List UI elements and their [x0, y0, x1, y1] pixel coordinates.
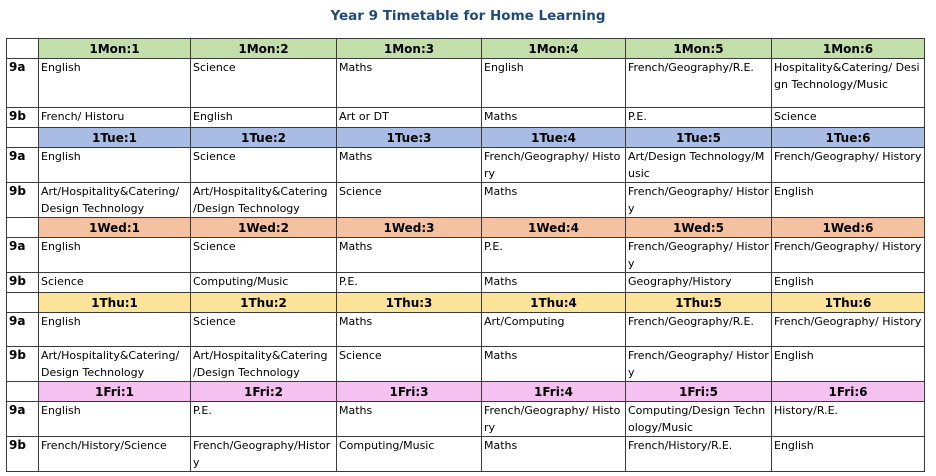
lesson-cell: French/Geography/ History [772, 148, 925, 183]
lesson-cell: French/Geography/ History [772, 238, 925, 273]
lesson-cell: English [482, 59, 626, 108]
lesson-cell: Maths [337, 148, 482, 183]
period-header: 1Mon:2 [191, 39, 337, 59]
class-label: 9a [7, 148, 39, 183]
page-title: Year 9 Timetable for Home Learning [330, 8, 606, 24]
timetable-body [7, 39, 925, 472]
lesson-cell: French/Geography/ History [626, 347, 772, 382]
class-row-mon [7, 108, 925, 128]
period-header: 1Fri:1 [39, 382, 191, 402]
corner-cell [7, 39, 39, 59]
period-header: 1Tue:3 [337, 128, 482, 148]
period-header: 1Wed:1 [39, 218, 191, 238]
period-header: 1Thu:4 [482, 293, 626, 313]
period-header: 1Mon:1 [39, 39, 191, 59]
lesson-cell: English [772, 183, 925, 218]
class-label: 9b [7, 347, 39, 382]
lesson-cell: P.E. [626, 108, 772, 128]
period-header: 1Mon:5 [626, 39, 772, 59]
lesson-cell: Computing/Music [337, 437, 482, 472]
period-header: 1Mon:3 [337, 39, 482, 59]
period-header: 1Thu:6 [772, 293, 925, 313]
lesson-cell: Maths [337, 238, 482, 273]
period-header: 1Wed:2 [191, 218, 337, 238]
lesson-cell: English [39, 59, 191, 108]
day-header-row-fri [7, 382, 925, 402]
period-header: 1Thu:3 [337, 293, 482, 313]
corner-cell [7, 382, 39, 402]
lesson-cell: French/Geography/ History [482, 148, 626, 183]
lesson-cell: Science [337, 183, 482, 218]
class-row-thu [7, 347, 925, 382]
period-header: 1Mon:4 [482, 39, 626, 59]
lesson-cell: French/Geography/History [191, 437, 337, 472]
lesson-cell: English [39, 148, 191, 183]
class-label: 9b [7, 183, 39, 218]
lesson-cell: Art or DT [337, 108, 482, 128]
lesson-cell: Science [337, 347, 482, 382]
lesson-cell: Computing/Music [191, 273, 337, 293]
class-label: 9a [7, 59, 39, 108]
lesson-cell: English [39, 313, 191, 347]
lesson-cell: Maths [482, 437, 626, 472]
class-row-thu [7, 313, 925, 347]
lesson-cell: Maths [337, 313, 482, 347]
period-header: 1Fri:5 [626, 382, 772, 402]
lesson-cell: Art/Design Technology/Music [626, 148, 772, 183]
class-row-tue [7, 148, 925, 183]
lesson-cell: Art/Computing [482, 313, 626, 347]
lesson-cell: French/Geography/ History [482, 402, 626, 437]
corner-cell [7, 293, 39, 313]
period-header: 1Thu:5 [626, 293, 772, 313]
lesson-cell: P.E. [337, 273, 482, 293]
class-label: 9b [7, 437, 39, 472]
day-header-row-mon [7, 39, 925, 59]
period-header: 1Wed:4 [482, 218, 626, 238]
lesson-cell: P.E. [191, 402, 337, 437]
lesson-cell: Maths [482, 108, 626, 128]
lesson-cell: Computing/Design Technology/Music [626, 402, 772, 437]
lesson-cell: Science [191, 313, 337, 347]
class-label: 9b [7, 273, 39, 293]
period-header: 1Wed:5 [626, 218, 772, 238]
lesson-cell: Art/Hospitality&Catering /Design Technology [191, 347, 337, 382]
day-header-row-tue [7, 128, 925, 148]
lesson-cell: Science [39, 273, 191, 293]
period-header: 1Fri:3 [337, 382, 482, 402]
period-header: 1Fri:4 [482, 382, 626, 402]
class-row-wed [7, 238, 925, 273]
class-row-wed [7, 273, 925, 293]
lesson-cell: French/ Historu [39, 108, 191, 128]
period-header: 1Tue:2 [191, 128, 337, 148]
lesson-cell: French/Geography/R.E. [626, 313, 772, 347]
lesson-cell: English [772, 273, 925, 293]
class-label: 9a [7, 313, 39, 347]
lesson-cell: Maths [337, 402, 482, 437]
lesson-cell: French/Geography/ History [626, 238, 772, 273]
lesson-cell: French/History/Science [39, 437, 191, 472]
period-header: 1Thu:2 [191, 293, 337, 313]
timetable [6, 38, 925, 472]
lesson-cell: French/Geography/ History [626, 183, 772, 218]
lesson-cell: Science [191, 238, 337, 273]
class-row-fri [7, 437, 925, 472]
class-row-tue [7, 183, 925, 218]
lesson-cell: French/Geography/ History [772, 313, 925, 347]
corner-cell [7, 128, 39, 148]
lesson-cell: French/History/R.E. [626, 437, 772, 472]
lesson-cell: Hospitality&Catering/ Design Technology/Music [772, 59, 925, 108]
lesson-cell: Science [191, 59, 337, 108]
lesson-cell: Maths [337, 59, 482, 108]
lesson-cell: French/Geography/R.E. [626, 59, 772, 108]
class-row-mon [7, 59, 925, 108]
period-header: 1Tue:5 [626, 128, 772, 148]
day-header-row-wed [7, 218, 925, 238]
lesson-cell: English [191, 108, 337, 128]
lesson-cell: Geography/History [626, 273, 772, 293]
lesson-cell: English [39, 238, 191, 273]
lesson-cell: English [772, 437, 925, 472]
class-label: 9a [7, 238, 39, 273]
corner-cell [7, 218, 39, 238]
class-label: 9a [7, 402, 39, 437]
lesson-cell: Maths [482, 347, 626, 382]
lesson-cell: Art/Hospitality&Catering /Design Technology [191, 183, 337, 218]
lesson-cell: Maths [482, 273, 626, 293]
class-row-fri [7, 402, 925, 437]
class-label: 9b [7, 108, 39, 128]
period-header: 1Thu:1 [39, 293, 191, 313]
period-header: 1Tue:6 [772, 128, 925, 148]
period-header: 1Tue:1 [39, 128, 191, 148]
period-header: 1Wed:3 [337, 218, 482, 238]
period-header: 1Wed:6 [772, 218, 925, 238]
period-header: 1Tue:4 [482, 128, 626, 148]
day-header-row-thu [7, 293, 925, 313]
period-header: 1Fri:2 [191, 382, 337, 402]
lesson-cell: Art/Hospitality&Catering/ Design Technology [39, 183, 191, 218]
lesson-cell: History/R.E. [772, 402, 925, 437]
lesson-cell: English [772, 347, 925, 382]
period-header: 1Mon:6 [772, 39, 925, 59]
lesson-cell: Maths [482, 183, 626, 218]
lesson-cell: Science [772, 108, 925, 128]
lesson-cell: Science [191, 148, 337, 183]
period-header: 1Fri:6 [772, 382, 925, 402]
lesson-cell: Art/Hospitality&Catering/ Design Technology [39, 347, 191, 382]
lesson-cell: P.E. [482, 238, 626, 273]
lesson-cell: English [39, 402, 191, 437]
